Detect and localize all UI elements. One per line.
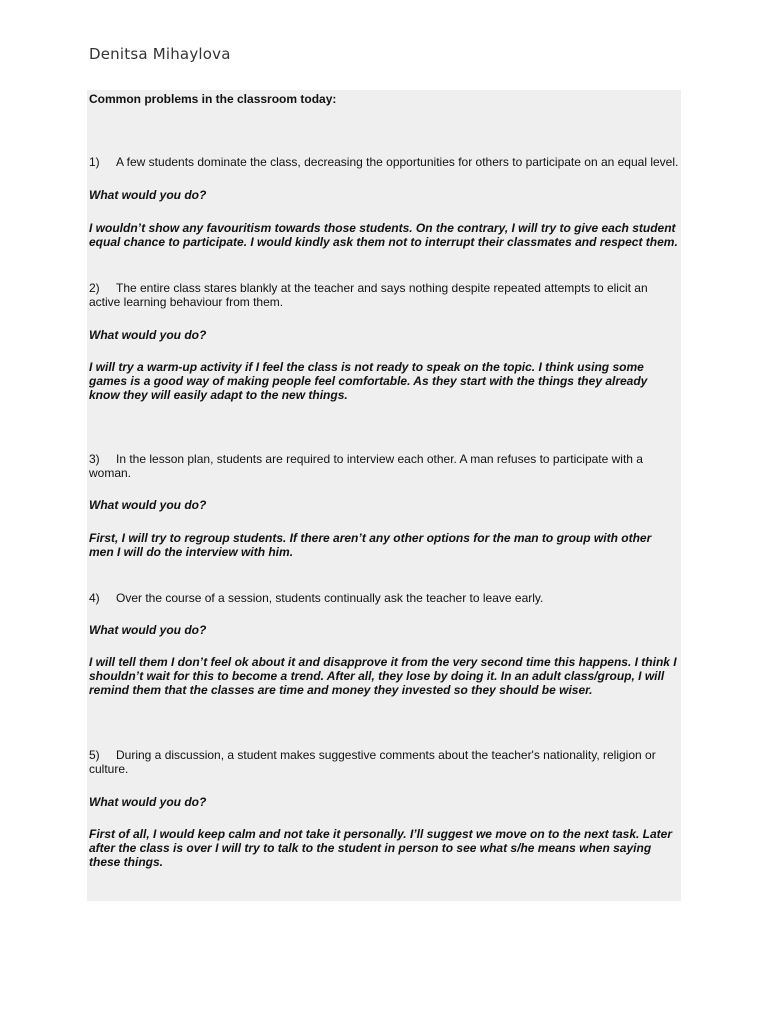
question-4: What would you do? bbox=[89, 623, 207, 637]
author-name: Denitsa Mihaylova bbox=[89, 45, 231, 63]
problem-4 bbox=[89, 591, 679, 605]
problem-number: 4) bbox=[89, 591, 100, 605]
problem-number: 5) bbox=[89, 748, 100, 762]
answer-2: I will try a warm-up activity if I feel the class is not ready to speak on the topic. I think using some games is a good way of making people feel comfortable. As they start with the things they already know they will easily adapt to the new things. bbox=[89, 360, 648, 402]
problem-number: 3) bbox=[89, 452, 100, 466]
answer-1: I wouldn’t show any favouritism towards those students. On the contrary, I will try to give each student equal chance to participate. I would kindly ask them not to interrupt their classmates and respect them. bbox=[89, 221, 678, 249]
problem-text: A few students dominate the class, decreasing the opportunities for others to participate on an equal level. bbox=[116, 155, 679, 169]
page-heading: Common problems in the classroom today: bbox=[89, 92, 337, 106]
content-background bbox=[87, 90, 681, 901]
problem-2 bbox=[89, 281, 679, 309]
question-5: What would you do? bbox=[89, 795, 207, 809]
question-1: What would you do? bbox=[89, 188, 207, 202]
problem-text: The entire class stares blankly at the teacher and says nothing despite repeated attempts to elicit an active learning behaviour from them. bbox=[89, 281, 648, 309]
answer-5: First of all, I would keep calm and not take it personally. I’ll suggest we move on to the next task. Later after the class is over I will try to talk to the student in person to see what s/he means when saying these things. bbox=[89, 827, 673, 869]
problem-5 bbox=[89, 748, 679, 776]
problem-number: 1) bbox=[89, 155, 100, 169]
question-2: What would you do? bbox=[89, 328, 207, 342]
problem-3 bbox=[89, 452, 679, 480]
question-3: What would you do? bbox=[89, 498, 207, 512]
answer-4: I will tell them I don’t feel ok about it and disapprove it from the very second time this happens. I think I shouldn’t wait for this to become a trend. After all, they lose by doing it. In an adult class/group, I will remind them that the classes are time and money they invested so they should be wiser. bbox=[89, 655, 677, 697]
problem-text: During a discussion, a student makes suggestive comments about the teacher's nationality, religion or culture. bbox=[89, 748, 656, 776]
problem-text: In the lesson plan, students are required to interview each other. A man refuses to participate with a woman. bbox=[89, 452, 643, 480]
problem-1 bbox=[89, 155, 679, 169]
answer-3: First, I will try to regroup students. If there aren’t any other options for the man to group with other men I will do the interview with him. bbox=[89, 531, 652, 559]
problem-text: Over the course of a session, students continually ask the teacher to leave early. bbox=[116, 591, 544, 605]
problem-number: 2) bbox=[89, 281, 100, 295]
